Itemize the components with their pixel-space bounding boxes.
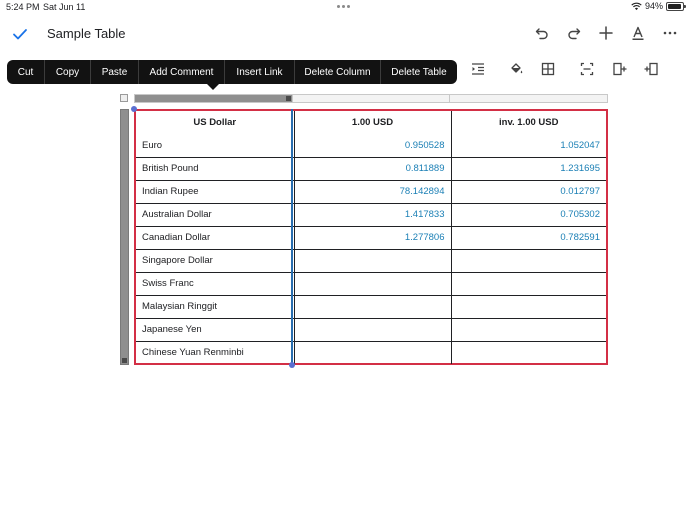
context-menu-pointer [207, 84, 219, 90]
context-menu [7, 60, 457, 84]
undo-icon [534, 25, 550, 41]
merge-cells-icon [579, 61, 595, 77]
rate-cell[interactable] [294, 295, 451, 318]
rate-cell[interactable] [294, 341, 451, 364]
currency-name-cell[interactable]: British Pound [136, 157, 294, 180]
inverse-rate-cell[interactable] [451, 341, 606, 364]
wifi-icon [631, 2, 642, 11]
text-format-button[interactable] [627, 22, 649, 44]
done-button[interactable] [10, 24, 30, 44]
insert-column-right-icon [612, 61, 628, 77]
insert-button[interactable] [595, 22, 617, 44]
inverse-rate-cell[interactable]: 0.705302 [451, 203, 606, 226]
currency-name-cell[interactable]: Malaysian Ringgit [136, 295, 294, 318]
indent-icon [470, 61, 486, 77]
status-right [631, 1, 684, 11]
table-row [136, 295, 606, 318]
menu-item-copy[interactable]: Copy [45, 60, 91, 84]
table-row [136, 226, 606, 249]
selected-table[interactable] [134, 109, 608, 365]
header-usd-rate[interactable]: 1.00 USD [294, 111, 451, 134]
undo-button[interactable] [531, 22, 553, 44]
more-options-button[interactable] [659, 22, 681, 44]
selection-handle-bottom[interactable] [289, 362, 295, 368]
inverse-rate-cell[interactable] [451, 249, 606, 272]
menu-item-add-comment[interactable]: Add Comment [139, 60, 225, 84]
inverse-rate-cell[interactable] [451, 272, 606, 295]
menu-item-cut[interactable]: Cut [7, 60, 45, 84]
currency-table [136, 111, 606, 364]
menu-item-delete-table[interactable]: Delete Table [391, 66, 447, 78]
currency-name-cell[interactable]: Australian Dollar [136, 203, 294, 226]
inverse-rate-cell[interactable] [451, 318, 606, 341]
row-resize-grip[interactable] [122, 358, 127, 363]
table-row [136, 180, 606, 203]
header-inverse-rate[interactable]: inv. 1.00 USD [451, 111, 606, 134]
table-row [136, 341, 606, 364]
status-time: 5:24 PM [6, 2, 40, 12]
rate-cell[interactable]: 0.950528 [294, 134, 451, 157]
inverse-rate-cell[interactable]: 0.782591 [451, 226, 606, 249]
redo-icon [566, 25, 582, 41]
currency-name-cell[interactable]: Canadian Dollar [136, 226, 294, 249]
column-ruler [134, 94, 608, 103]
status-date: Sat Jun 11 [43, 2, 86, 12]
column-handle-1[interactable] [135, 95, 293, 102]
row-ruler[interactable] [120, 109, 129, 365]
rate-cell[interactable]: 1.417833 [294, 203, 451, 226]
rate-cell[interactable]: 0.811889 [294, 157, 451, 180]
battery-percent: 94% [644, 1, 663, 11]
inverse-rate-cell[interactable] [451, 295, 606, 318]
inverse-rate-cell[interactable]: 1.231695 [451, 157, 606, 180]
rate-cell[interactable] [294, 249, 451, 272]
insert-column-left-button[interactable] [640, 58, 662, 80]
table-row [136, 272, 606, 295]
table-row [136, 203, 606, 226]
fill-color-button[interactable] [505, 58, 527, 80]
insert-column-left-icon [643, 61, 659, 77]
column-selection-line [291, 109, 293, 365]
table-select-handle[interactable] [120, 94, 128, 102]
rate-cell[interactable]: 1.277806 [294, 226, 451, 249]
header-us-dollar[interactable]: US Dollar [136, 111, 294, 134]
table-borders-button[interactable] [537, 58, 559, 80]
check-icon [10, 24, 30, 44]
rate-cell[interactable] [294, 318, 451, 341]
column-handle-2[interactable] [293, 95, 450, 102]
currency-name-cell[interactable]: Japanese Yen [136, 318, 294, 341]
table-borders-icon [540, 61, 556, 77]
status-bar [0, 0, 690, 14]
table-row [136, 157, 606, 180]
menu-item-insert-link[interactable]: Insert Link [225, 60, 295, 84]
table-row [136, 318, 606, 341]
currency-name-cell[interactable]: Euro [136, 134, 294, 157]
inverse-rate-cell[interactable]: 0.012797 [451, 180, 606, 203]
selection-handle-top[interactable] [131, 106, 137, 112]
add-icon [598, 25, 614, 41]
rate-cell[interactable]: 78.142894 [294, 180, 451, 203]
menu-item-delete-column[interactable]: Delete Column [295, 60, 381, 84]
redo-button[interactable] [563, 22, 585, 44]
currency-name-cell[interactable]: Swiss Franc [136, 272, 294, 295]
menu-item-paste[interactable]: Paste [91, 60, 139, 84]
currency-name-cell[interactable]: Chinese Yuan Renminbi [136, 341, 294, 364]
column-resize-grip[interactable] [286, 96, 291, 101]
battery-fill [668, 4, 681, 9]
currency-name-cell[interactable]: Indian Rupee [136, 180, 294, 203]
multitasking-dots[interactable] [337, 5, 350, 8]
table-row [136, 134, 606, 157]
insert-column-right-button[interactable] [609, 58, 631, 80]
table-header-row [136, 111, 606, 134]
currency-name-cell[interactable]: Singapore Dollar [136, 249, 294, 272]
merge-cells-button[interactable] [576, 58, 598, 80]
document-title[interactable]: Sample Table [47, 26, 126, 41]
more-icon [662, 25, 678, 41]
text-format-icon [630, 25, 646, 41]
indent-button[interactable] [467, 58, 489, 80]
battery-icon [666, 2, 684, 11]
table-row [136, 249, 606, 272]
inverse-rate-cell[interactable]: 1.052047 [451, 134, 606, 157]
rate-cell[interactable] [294, 272, 451, 295]
column-handle-3[interactable] [450, 95, 607, 102]
fill-color-icon [508, 61, 524, 77]
